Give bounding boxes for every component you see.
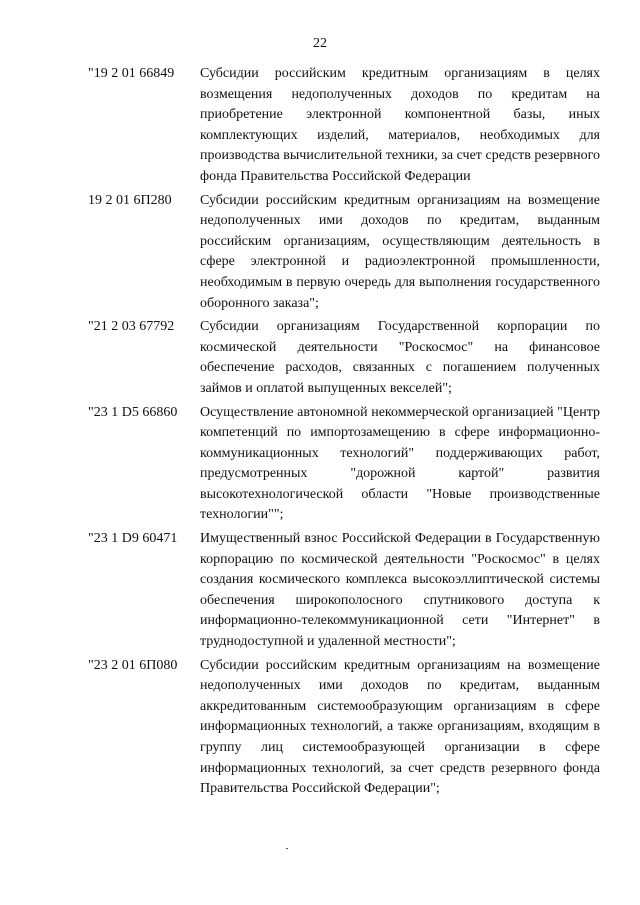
budget-classification-code: "21 2 03 67792 — [88, 319, 175, 335]
budget-entry — [88, 64, 600, 188]
budget-classification-code: "23 1 D9 60471 — [88, 531, 178, 547]
entry-description: Имущественный взнос Российской Федерации в Государственную корпорацию по космической деятельности "Роскосмос" в целях создания космического комплекса высокоэллиптической системы обеспечения широкополосного спутникового доступа к информационно-телекоммуникационной сети "Интернет" в труднодоступной и удаленной местности"; — [200, 531, 600, 650]
budget-classification-code: "19 2 01 66849 — [88, 66, 175, 81]
page-number: 22 — [313, 36, 327, 51]
budget-classification-code: "23 2 01 6П080 — [88, 657, 178, 673]
budget-entry — [88, 317, 600, 399]
entry-description: Субсидии российским кредитным организациям на возмещение недополученных ими доходов по кредитам, выданным аккредитованным системообразующим организациям в сфере информационных технологий, а также организациям, входящим в группу лиц системообразующей организации в сфере информационных технологий, за счет средств резервного фонда Правительства Российской Федерации"; — [200, 657, 600, 797]
budget-entries-list — [88, 64, 600, 803]
budget-entry — [88, 403, 600, 527]
budget-entry — [88, 529, 600, 653]
entry-description: Субсидии российским кредитным организациям в целях возмещения недополученных доходов по кредитам на приобретение электронной компонентной базы, иных комплектующих изделий, материалов, необходимых для производства вычислительной техники, за счет средств резервного фонда Правительства Российской Федерации — [200, 66, 600, 184]
scan-speck — [286, 848, 288, 849]
budget-classification-code: 19 2 01 6П280 — [88, 192, 172, 208]
budget-entry — [88, 191, 600, 315]
budget-entry — [88, 656, 600, 800]
entry-description: Субсидии организациям Государственной корпорации по космической деятельности "Роскосмос" на финансовое обеспечение расходов, связанных с погашением полученных займов и оплатой выпущенных векселей"; — [200, 319, 600, 396]
entry-description: Осуществление автономной некоммерческой организацией "Центр компетенций по импортозамещению в сфере информационно-коммуникационных технологий" поддерживающих работ, предусмотренных "дорожной картой" развития высокотехнологической области "Новые производственные технологии""; — [200, 404, 600, 523]
budget-classification-code: "23 1 D5 66860 — [88, 404, 178, 420]
entry-description: Субсидии российским кредитным организациям на возмещение недополученных ими доходов по кредитам, выданным российским организациям, осуществляющим деятельность в сфере электронной и радиоэлектронной промышленности, необходимым в первую очередь для выполнения государственного оборонного заказа"; — [200, 192, 600, 311]
